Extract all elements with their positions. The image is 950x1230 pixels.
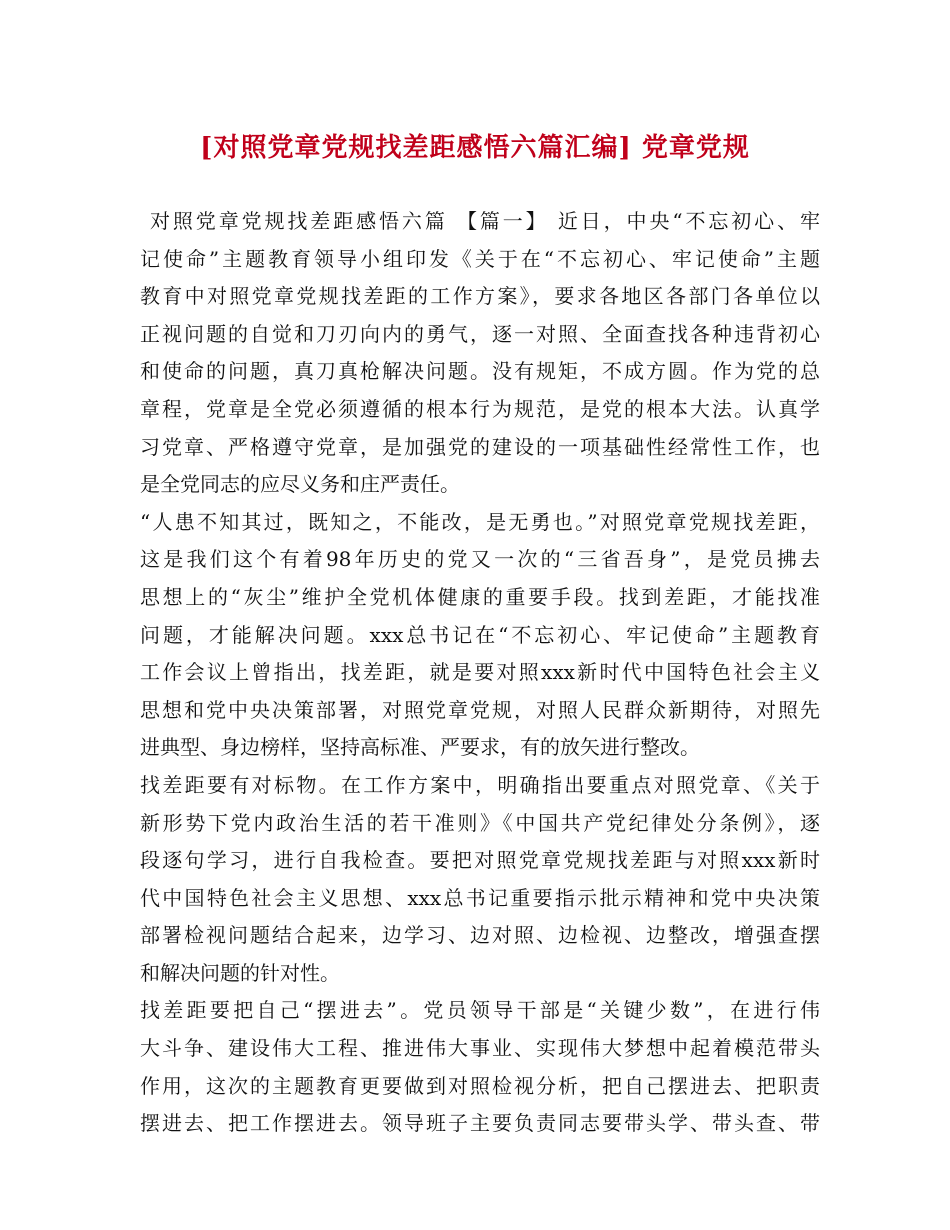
text-line: 摆进去、把工作摆进去。领导班子主要负责同志要带头学、带头查、带 <box>140 1111 820 1136</box>
text-line: 作用，这次的主题教育更要做到对照检视分析，把自己摆进去、把职责 <box>140 1073 820 1098</box>
text-line: 找差距要把自己“摆进去”。党员领导干部是“关键少数”，在进行伟 <box>140 998 820 1023</box>
text-line: 问题，才能解决问题。xxx总书记在“不忘初心、牢记使命”主题教育 <box>140 622 820 647</box>
text-line: 段逐句学习，进行自我检查。要把对照党章党规找差距与对照xxx新时 <box>140 848 820 873</box>
text-line: 章程，党章是全党必须遵循的根本行为规范，是党的根本大法。认真学 <box>140 396 820 421</box>
text-line: 记使命”主题教育领导小组印发《关于在“不忘初心、牢记使命”主题 <box>140 246 820 271</box>
text-line: 习党章、严格遵守党章，是加强党的建设的一项基础性经常性工作，也 <box>140 434 820 459</box>
text-line: 是全党同志的应尽义务和庄严责任。 <box>140 472 460 497</box>
text-line: 这是我们这个有着98年历史的党又一次的“三省吾身”，是党员拂去 <box>140 547 820 572</box>
text-line: 进典型、身边榜样，坚持高标准、严要求，有的放矢进行整改。 <box>140 735 700 760</box>
text-line: 正视问题的自觉和刀刃向内的勇气，逐一对照、全面查找各种违背初心 <box>140 321 820 346</box>
text-line: 代中国特色社会主义思想、xxx总书记重要指示批示精神和党中央决策 <box>140 885 820 910</box>
text-line: 和使命的问题，真刀真枪解决问题。没有规矩，不成方圆。作为党的总 <box>140 359 820 384</box>
text-line: 思想和党中央决策部署，对照党章党规，对照人民群众新期待，对照先 <box>140 697 820 722</box>
document-title: [对照党章党规找差距感悟六篇汇编] 党章党规 <box>200 133 750 163</box>
text-line: 教育中对照党章党规找差距的工作方案》，要求各地区各部门各单位以 <box>140 284 820 309</box>
text-line: 工作会议上曾指出，找差距，就是要对照xxx新时代中国特色社会主义 <box>140 660 820 685</box>
text-line: 部署检视问题结合起来，边学习、边对照、边检视、边整改，增强查摆 <box>140 923 820 948</box>
text-line: 思想上的“灰尘”维护全党机体健康的重要手段。找到差距，才能找准 <box>140 584 820 609</box>
text-line: 大斗争、建设伟大工程、推进伟大事业、实现伟大梦想中起着模范带头 <box>140 1036 820 1061</box>
text-line: 对照党章党规找差距感悟六篇 【篇一】 近日，中央“不忘初心、牢 <box>150 209 820 233</box>
text-line: “人患不知其过，既知之，不能改，是无勇也。”对照党章党规找差距， <box>140 509 820 534</box>
text-line: 找差距要有对标物。在工作方案中，明确指出要重点对照党章、《关于 <box>140 772 820 797</box>
text-line: 和解决问题的针对性。 <box>140 960 340 985</box>
document-body <box>140 203 820 1143</box>
text-line: 新形势下党内政治生活的若干准则》《中国共产党纪律处分条例》，逐 <box>140 810 820 835</box>
